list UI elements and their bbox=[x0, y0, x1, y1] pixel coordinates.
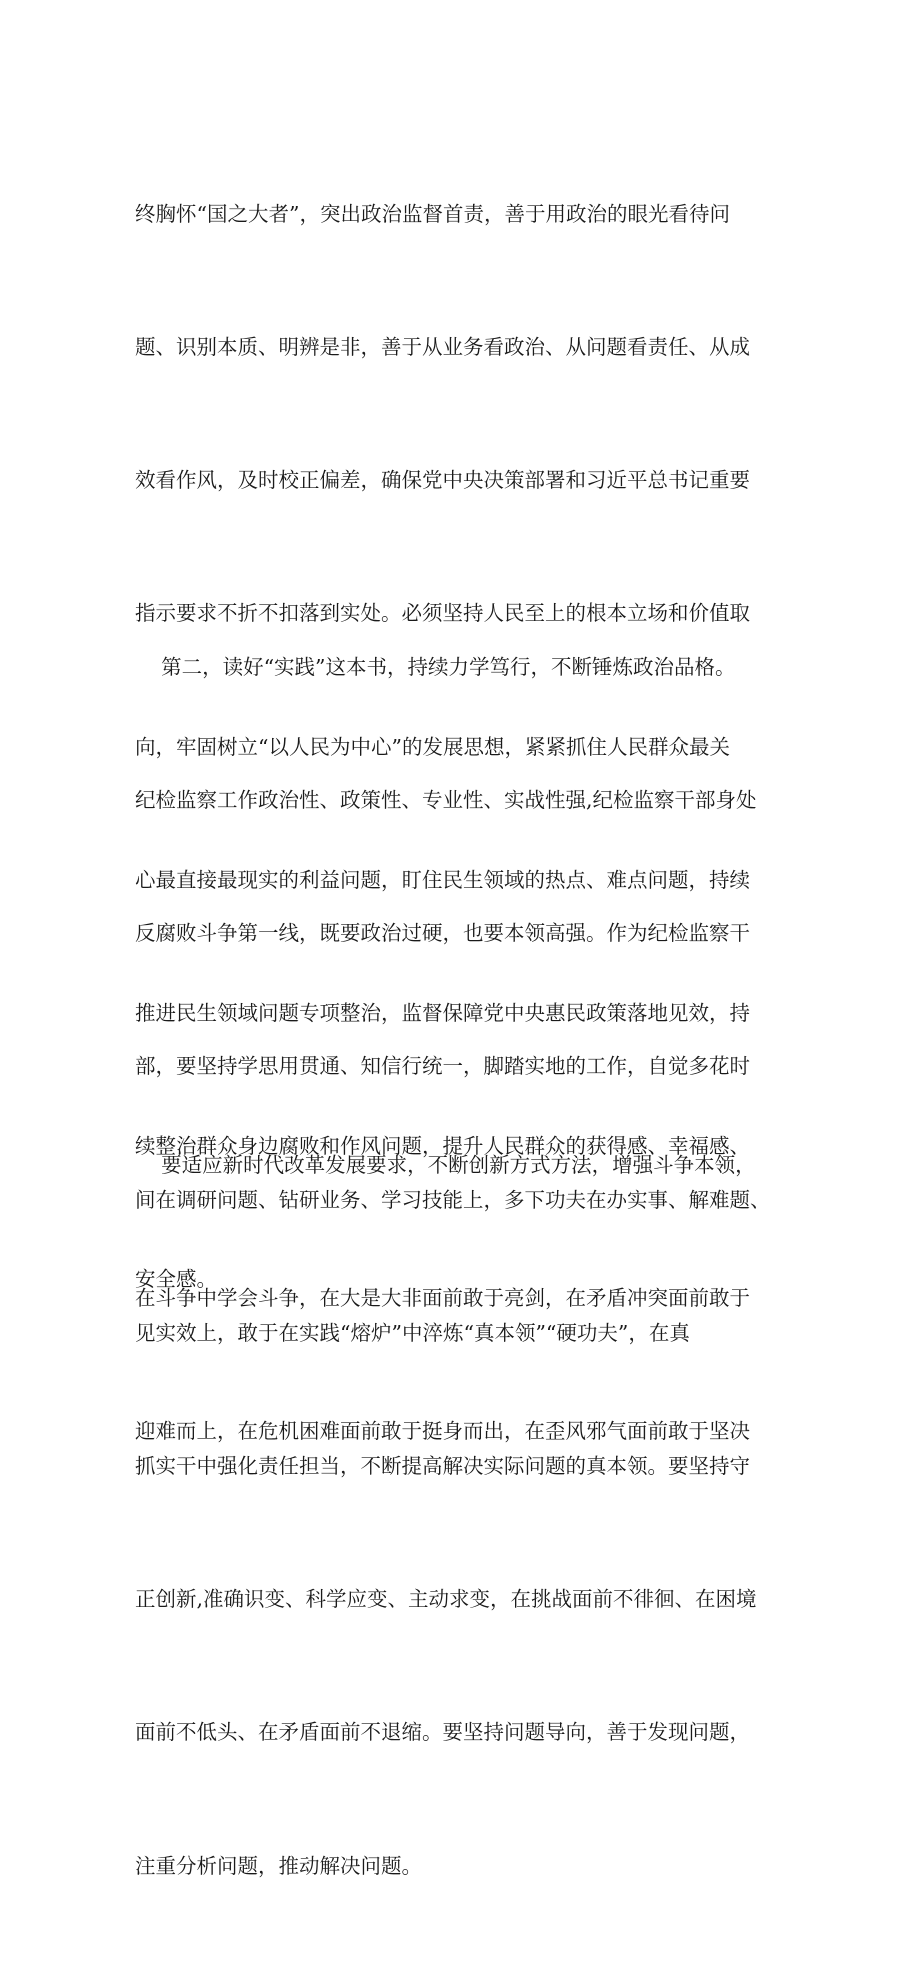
text-line: 反腐败斗争第一线，既要政治过硬，也要本领高强。作为纪检监察干 bbox=[135, 921, 750, 946]
text-line: 间在调研问题、钻研业务、学习技能上，多下功夫在办实事、解难题、 bbox=[135, 1187, 771, 1212]
paragraph-3 bbox=[135, 1054, 795, 1542]
text-line: 续整治群众身边腐败和作风问题，提升人民群众的获得感、幸福感、 bbox=[135, 1134, 750, 1159]
text-line: 要适应新时代改革发展要求，不断创新方式方法，增强斗争本领， bbox=[135, 1152, 756, 1177]
text-line: 注重分析问题，推动解决问题。 bbox=[135, 1853, 422, 1878]
text-line: 在斗争中学会斗争，在大是大非面前敢于亮剑，在矛盾冲突面前敢于 bbox=[135, 1286, 750, 1311]
text-line: 第二，读好“实践”这本书，持续力学笃行，不断锤炼政治品格。 bbox=[135, 654, 736, 679]
text-line: 部，要坚持学思用贯通、知信行统一，脚踏实地的工作，自觉多花时 bbox=[135, 1054, 750, 1079]
text-line: 心最直接最现实的利益问题，盯住民生领域的热点、难点问题，持续 bbox=[135, 867, 750, 892]
text-line: 向，牢固树立“以人民为中心”的发展思想，紧紧抓住人民群众最关 bbox=[135, 734, 730, 759]
text-line: 面前不低头、在矛盾面前不退缩。要坚持问题导向，善于发现问题， bbox=[135, 1720, 750, 1745]
text-line: 终胸怀“国之大者”，突出政治监督首责，善于用政治的眼光看待问 bbox=[135, 201, 730, 226]
text-line: 抓实干中强化责任担当，不断提高解决实际问题的真本领。要坚持守 bbox=[135, 1454, 750, 1479]
text-line: 正创新,准确识变、科学应变、主动求变，在挑战面前不徘徊、在困境 bbox=[135, 1587, 757, 1612]
text-line: 迎难而上，在危机困难面前敢于挺身而出，在歪风邪气面前敢于坚决 bbox=[135, 1419, 750, 1444]
text-line: 题、识别本质、明辨是非，善于从业务看政治、从问题看责任、从成 bbox=[135, 335, 750, 360]
text-line: 安全感。 bbox=[135, 1267, 217, 1292]
text-line: 见实效上，敢于在实践“熔炉”中淬炼“真本领”“硬功夫”，在真 bbox=[135, 1320, 690, 1345]
text-line: 效看作风，及时校正偏差，确保党中央决策部署和习近平总书记重要 bbox=[135, 468, 750, 493]
text-line: 推进民生领域问题专项整治，监督保障党中央惠民政策落地见效，持 bbox=[135, 1001, 750, 1026]
text-line: 纪检监察工作政治性、政策性、专业性、实战性强,纪检监察干部身处 bbox=[135, 788, 757, 813]
text-line: 指示要求不折不扣落到实处。必须坚持人民至上的根本立场和价值取 bbox=[135, 601, 750, 626]
